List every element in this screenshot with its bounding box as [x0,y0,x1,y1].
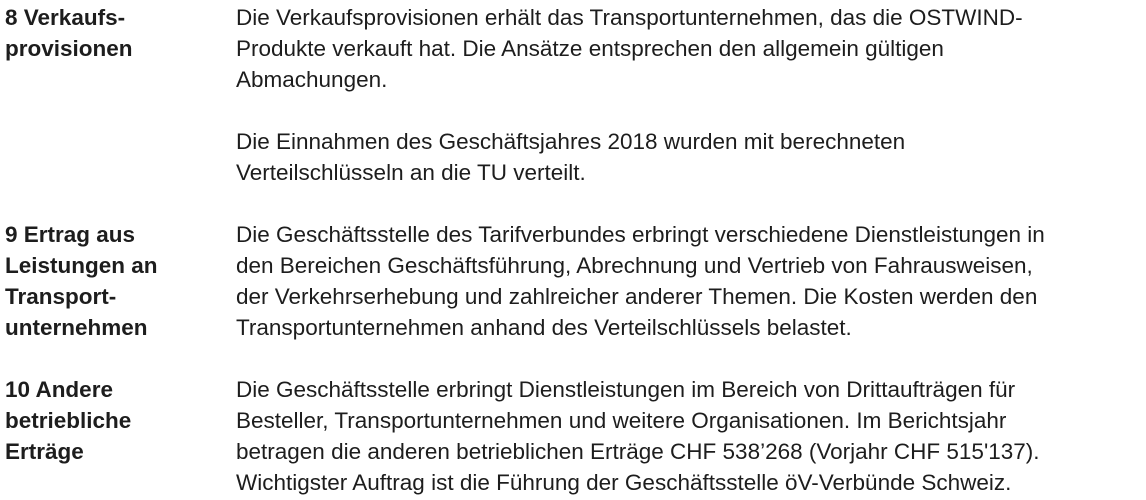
text-line: Die Geschäftsstelle des Tarifverbundes erbringt verschiedene Dienstleistungen in [236,222,1045,247]
text-line: Transportunternehmen anhand des Verteilschlüssels belastet. [236,315,852,340]
section-heading-andere-betriebliche-ertraege [5,374,236,467]
heading-line: Leistungen an [5,253,158,278]
paragraph [236,126,1146,188]
paragraph [236,219,1146,343]
heading-line: 8 Verkaufs- [5,5,126,30]
heading-line: 9 Ertrag aus [5,222,136,247]
text-line: Wichtigster Auftrag ist die Führung der Geschäftsstelle öV-Verbünde Schweiz. [236,470,1012,495]
heading-line: betriebliche [5,408,132,433]
text-line: betragen die anderen betrieblichen Erträge CHF 538’268 (Vorjahr CHF 515'137). [236,439,1040,464]
section-body-andere-betriebliche-ertraege [236,374,1146,498]
text-line: Produkte verkauft hat. Die Ansätze entsprechen den allgemein gültigen [236,36,944,61]
text-line: Besteller, Transportunternehmen und weitere Organisationen. Im Berichtsjahr [236,408,1007,433]
paragraph [236,2,1146,95]
text-line: Verteilschlüsseln an die TU verteilt. [236,160,586,185]
text-line: Die Verkaufsprovisionen erhält das Transportunternehmen, das die OSTWIND- [236,5,1023,30]
paragraph [236,374,1146,498]
text-line: Die Geschäftsstelle erbringt Dienstleistungen im Bereich von Drittaufträgen für [236,377,1016,402]
section-ertrag-aus-leistungen [5,219,1146,343]
text-line: den Bereichen Geschäftsführung, Abrechnung und Vertrieb von Fahrausweisen, [236,253,1033,278]
text-line: Abmachungen. [236,67,388,92]
heading-line: Erträge [5,439,84,464]
section-body-verkaufsprovisionen [236,2,1146,188]
section-verkaufsprovisionen [5,2,1146,188]
heading-line: provisionen [5,36,133,61]
text-line: Die Einnahmen des Geschäftsjahres 2018 wurden mit berechneten [236,129,906,154]
heading-line: Transport- [5,284,117,309]
heading-line: 10 Andere [5,377,113,402]
section-heading-verkaufsprovisionen [5,2,236,64]
heading-line: unternehmen [5,315,148,340]
section-andere-betriebliche-ertraege [5,374,1146,498]
section-heading-ertrag-aus-leistungen [5,219,236,343]
section-body-ertrag-aus-leistungen [236,219,1146,343]
text-line: der Verkehrserhebung und zahlreicher anderer Themen. Die Kosten werden den [236,284,1038,309]
